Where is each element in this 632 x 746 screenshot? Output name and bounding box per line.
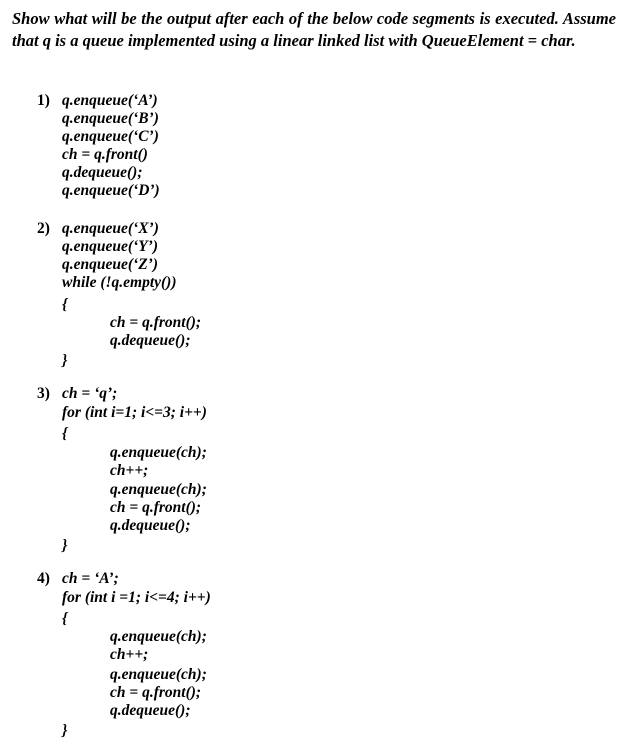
code-line: q.enqueue(‘Y’)	[62, 238, 158, 255]
code-line: q.enqueue(‘C’)	[62, 128, 159, 145]
code-line: ch = q.front();	[110, 314, 202, 331]
code-line: q.enqueue(‘B’)	[62, 110, 159, 127]
code-line: q.enqueue(ch);	[110, 628, 207, 645]
code-line: }	[62, 352, 68, 369]
segment-number: 4)	[37, 570, 50, 587]
segment-number: 3)	[37, 385, 50, 402]
code-line: q.enqueue(‘Z’)	[62, 256, 158, 273]
code-line: q.dequeue();	[110, 702, 191, 719]
code-line: q.enqueue(‘D’)	[62, 182, 160, 199]
code-line: }	[62, 537, 68, 554]
code-line: }	[62, 722, 68, 739]
code-line: while (!q.empty())	[62, 274, 177, 291]
code-line: {	[62, 610, 68, 627]
code-line: ch++;	[110, 646, 149, 663]
code-line: q.enqueue(‘A’)	[62, 92, 158, 109]
code-line: ch = ‘q’;	[62, 385, 118, 402]
code-line: ch = q.front();	[110, 499, 202, 516]
code-line: {	[62, 425, 68, 442]
code-line: q.dequeue();	[62, 164, 143, 181]
code-line: ch = q.front()	[62, 146, 148, 163]
code-line: {	[62, 296, 68, 313]
code-line: ch++;	[110, 462, 149, 479]
code-line: for (int i=1; i<=3; i++)	[62, 404, 207, 421]
code-line: for (int i =1; i<=4; i++)	[62, 589, 211, 606]
code-line: q.enqueue(ch);	[110, 666, 207, 683]
code-line: q.enqueue(ch);	[110, 444, 207, 461]
code-line: q.dequeue();	[110, 332, 191, 349]
segment-number: 2)	[37, 220, 50, 237]
code-line: ch = q.front();	[110, 684, 202, 701]
question-prompt: Show what will be the output after each of the below code segments is executed. Assume that q is a queue implemented using a linear linked list with QueueElement = char.	[12, 9, 616, 50]
code-line: q.enqueue(ch);	[110, 481, 207, 498]
code-line: q.enqueue(‘X’)	[62, 220, 159, 237]
code-line: q.dequeue();	[110, 517, 191, 534]
code-line: ch = ‘A’;	[62, 570, 119, 587]
segment-number: 1)	[37, 92, 50, 109]
